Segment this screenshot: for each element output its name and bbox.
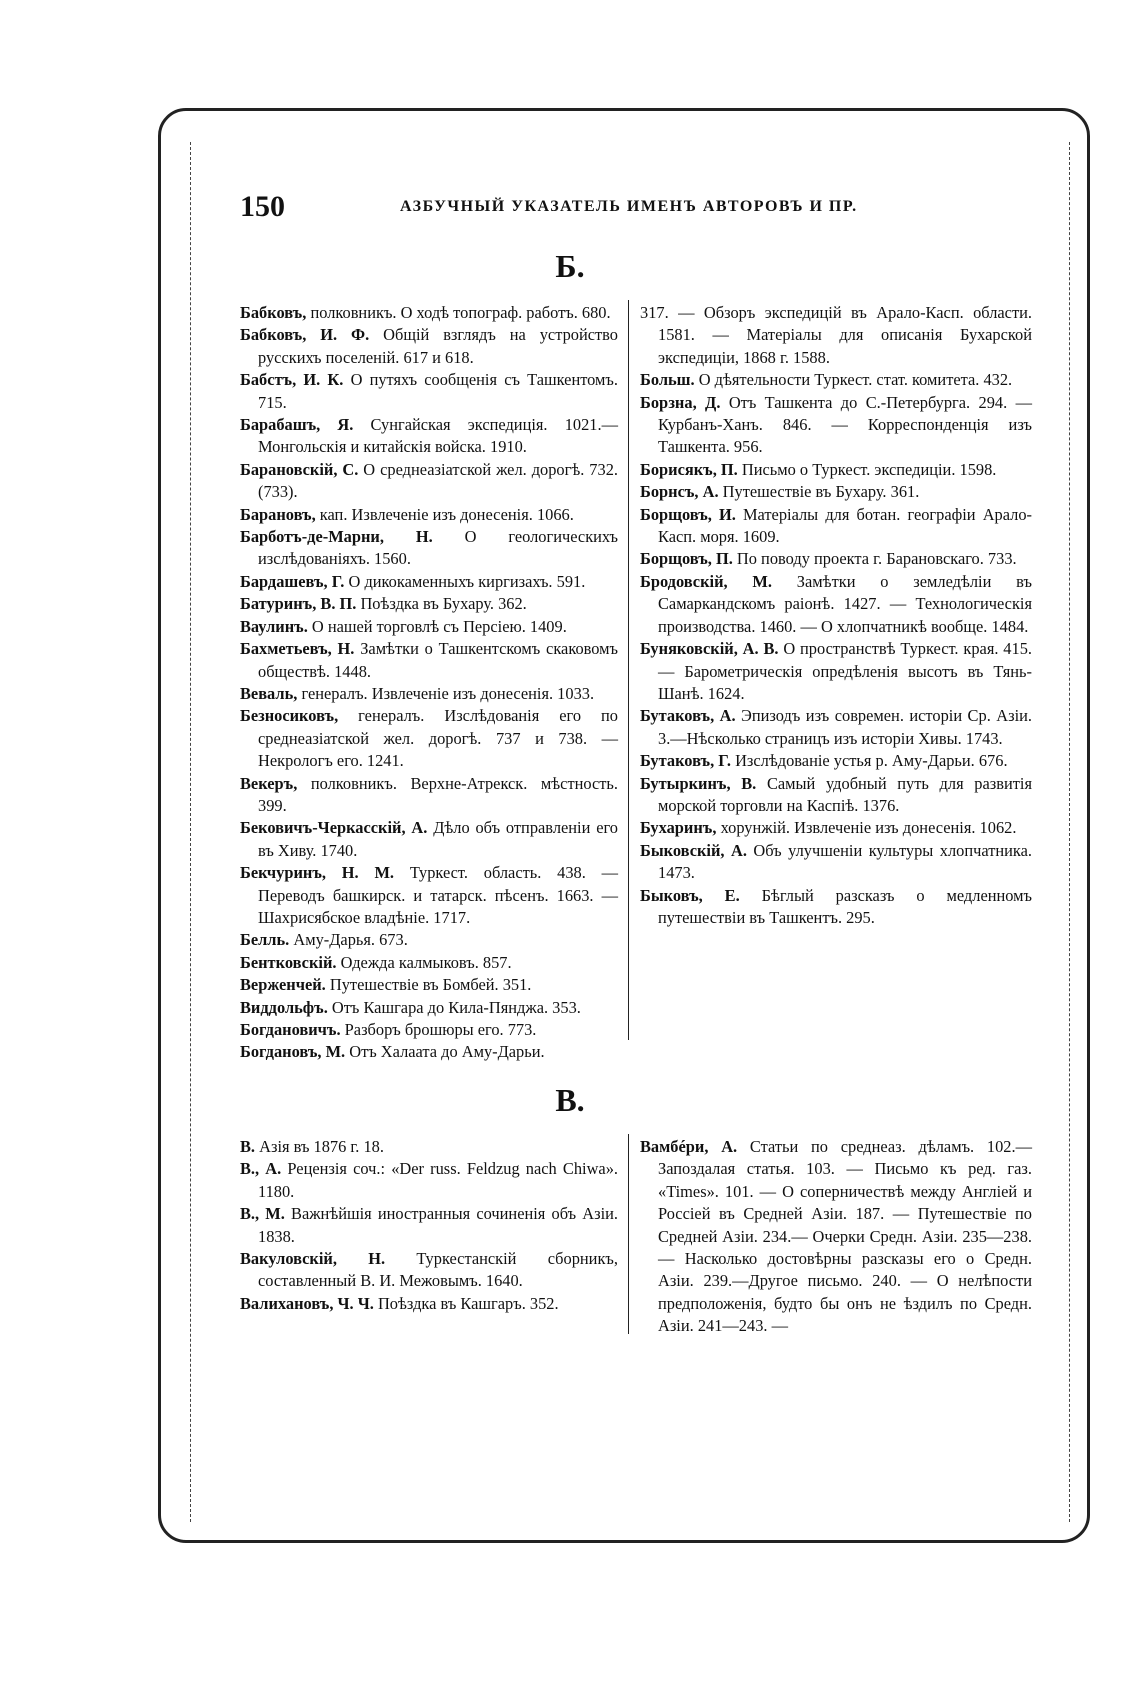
author-name: Виддольфъ. [240,997,328,1017]
entry-text: Матеріалы для ботан. географіи Арало-Касп. моря. 1609. [658,504,1032,547]
entry-text: генералъ. Изслѣдованія его по среднеазіатской жел. дорогѣ. 737 и 738. — Некрологъ его. 1241. [258,706,618,771]
index-entry [640,840,1032,885]
author-name: Богдановичъ. [240,1020,341,1039]
author-name: Безносиковъ, [240,706,339,726]
author-name: Бековичъ-Черкасскій, А. [240,818,428,838]
entry-text: Бѣглый разсказъ о медленномъ путешествіи въ Ташкентъ. 295. [658,885,1032,927]
entry-text: О дикокаменныхъ киргизахъ. 591. [344,571,586,591]
author-name: В., М. [240,1204,285,1224]
author-name: Векеръ, [240,773,298,793]
column-divider-v [628,1134,629,1334]
author-name: Быковъ, Е. [640,885,740,905]
author-name: Барановскій, С. [240,459,359,479]
entry-text: Азія въ 1876 г. 18. [255,1137,384,1156]
index-entry [240,1136,618,1158]
entry-text: Эпизодъ изъ современ. исторіи Ср. Азіи. 3.—Нѣсколько страницъ изъ исторіи Хивы. 1743. [658,706,1032,748]
entry-text: Одежда калмыковъ. 857. [336,952,512,972]
author-name: Бухаринъ, [640,818,717,838]
entry-text: Путешествіе въ Бухару. 361. [718,482,920,502]
running-title: АЗБУЧНЫЙ УКАЗАТЕЛЬ ИМЕНЪ АВТОРОВЪ И ПР. [400,198,858,215]
author-name: Борзна, Д. [640,392,721,412]
author-name: Валихановъ, Ч. Ч. [240,1293,374,1313]
index-entry [640,481,1032,503]
author-name: Борщовъ, П. [640,549,733,569]
index-entry [240,952,618,974]
author-name: Вамбéри, А. [640,1137,738,1156]
entry-text: кап. Извлеченіе изъ донесенія. 1066. [315,504,574,524]
index-entry [240,1248,618,1293]
author-name: Богдановъ, М. [240,1042,346,1062]
entry-text: Поѣздка въ Бухару. 362. [356,594,527,614]
section-v-right-column [640,1136,1032,1338]
index-entry [640,504,1032,549]
author-name: Борщовъ, И. [640,504,736,524]
author-name: Барановъ, [240,504,316,524]
author-name: Бутаковъ, Г. [640,751,731,771]
index-entry [640,548,1032,570]
entry-text: О пространствѣ Туркест. края. 415. — Барометрическія опредѣленія высотъ въ Тянь-Шанѣ. 1624. [658,639,1032,703]
entry-text: О нашей торговлѣ съ Персіею. 1409. [307,616,567,636]
index-entry [240,616,618,638]
index-entry [240,683,618,705]
author-name: Бродовскій, М. [640,571,772,591]
index-entry [640,705,1032,750]
index-entry [240,1158,618,1203]
entry-text: Туркестанскій сборникъ, составленный В. И. Межовымъ. 1640. [258,1249,618,1291]
entry-text: Замѣтки о Ташкентскомъ скаковомъ обществѣ. 1448. [258,639,618,681]
index-entry [240,302,618,324]
author-name: Барботъ-де-Марни, Н. [240,527,433,547]
entry-text: хорунжій. Извлеченіе изъ донесенія. 1062. [716,818,1017,838]
index-entry [240,638,618,683]
entry-text: Замѣтки о земледѣліи въ Самаркандскомъ раіонѣ. 1427. — Технологическія производства. 1460. — О хлопчатникѣ вообще. 1484. [658,571,1032,636]
index-entry [640,885,1032,930]
index-entry [640,392,1032,459]
section-b-left-column [240,302,618,1064]
entry-text: Общій взглядъ на устройство русскихъ поселеній. 617 и 618. [258,325,618,367]
index-entry [640,459,1032,481]
entry-text: Дѣло объ отправленіи его въ Хиву. 1740. [258,818,618,860]
index-entry [640,638,1032,705]
author-name: Бардашевъ, Г. [240,571,345,591]
index-entry [640,773,1032,818]
entry-text: полковникъ. О ходѣ топограф. работъ. 680. [306,303,611,322]
index-entry [640,302,1032,369]
author-name: Буняковскій, А. В. [640,639,779,659]
author-name: Барабашъ, Я. [240,415,354,435]
author-name: В. [240,1137,256,1156]
entry-text: Письмо о Туркест. экспедиціи. 1598. [737,459,997,479]
index-entry [240,1293,618,1315]
index-entry [640,571,1032,638]
author-name: В., А. [240,1159,282,1179]
section-v-heading: В. [555,1082,585,1118]
entry-text: Отъ Ташкента до С.-Петербурга. 294. — Курбанъ-Ханъ. 846. — Корреспонденція изъ Ташкента. 956. [658,392,1032,457]
entry-text: Разборъ брошюры его. 773. [340,1020,537,1039]
entry-text: О путяхъ сообщенія съ Ташкентомъ. 715. [258,370,618,412]
author-name: Ваулинъ. [240,616,308,636]
author-name: Быковскій, А. [640,840,747,860]
index-entry [240,324,618,369]
index-entry [240,1019,618,1041]
entry-text: Путешествіе въ Бомбей. 351. [325,975,532,995]
author-name: Бахметьевъ, Н. [240,639,355,659]
entry-text: О среднеазіатской жел. дорогѣ. 732. (733). [258,459,618,502]
author-name: Больш. [640,370,695,390]
entry-text: Рецензія соч.: «Der russ. Feldzug nach Chiwa». 1180. [258,1159,618,1201]
author-name: Белль. [240,930,290,950]
entry-text: Туркест. область. 438. — Переводъ башкирск. и татарск. пѣсенъ. 1663. — Шахрисябское владѣніе. 1717. [258,863,619,927]
author-name: Борисякъ, П. [640,459,738,479]
index-entry [240,705,618,772]
index-entry [640,1136,1032,1338]
author-name: Бабковъ, [240,303,307,322]
entry-text: Изслѣдованіе устья р. Аму-Дарьи. 676. [730,751,1008,771]
entry-text: генералъ. Извлеченіе изъ донесенія. 1033. [297,683,595,703]
index-entry [240,593,618,615]
entry-text: Сунгайская экспедиція. 1021.— Монгольскія и китайскія войска. 1910. [258,415,618,457]
entry-text: Важнѣйшія иностранныя сочиненія объ Азіи. 1838. [258,1204,618,1246]
entry-text: Статьи по среднеаз. дѣламъ. 102.— Запоздалая статья. 103. — Письмо къ ред. газ. «Times». 101. — О соперничествѣ между Англіей и Россіей въ Средней Азіи. 187. — Путешествіе по Средней Азіи. 234.— Очерки Средн. Азіи. 235—238. — Насколько достовѣрны разсказы его о Средн. Азіи. 239.—Другое письмо. 240. — О нелѣпости предположенія, будто бы онъ не ѣздилъ по Средн. Азіи. 241—243. — [658,1137,1032,1336]
entry-text: О геологическихъ изслѣдованіяхъ. 1560. [258,527,618,569]
entry-text: О дѣятельности Туркест. стат. комитета. 432. [694,370,1013,390]
section-b-right-column [640,302,1032,929]
index-entry [240,1203,618,1248]
index-entry [240,526,618,571]
page-number: 150 [240,190,285,223]
entry-text: Объ улучшеніи культуры хлопчатника. 1473. [658,840,1032,883]
author-name: Бутаковъ, А. [640,706,736,726]
entry-text: Самый удобный путь для развитія морской торговли на Каспіѣ. 1376. [658,773,1032,815]
section-v-left-column [240,1136,618,1315]
author-name: Батуринъ, В. П. [240,594,357,614]
entry-text: По поводу проекта г. Барановскаго. 733. [732,549,1017,569]
author-name: Верженчей. [240,975,326,995]
index-entry [640,750,1032,772]
column-divider-b [628,300,629,1040]
entry-text: Аму-Дарья. 673. [289,930,408,950]
page-header [240,190,1035,226]
index-entry [240,459,618,504]
index-entry [240,817,618,862]
author-name: Бабстъ, И. К. [240,370,344,390]
index-entry [240,862,618,929]
entry-text: Отъ Кашгара до Кила-Пянджа. 353. [327,997,581,1017]
author-name: Веваль, [240,683,298,703]
entry-text: полковникъ. Верхне-Атрекск. мѣстность. 399. [258,773,618,815]
entry-text: 317. — Обзоръ экспедицій въ Арало-Касп. области. 1581. — Матеріалы для описанія Бухарской экспедиціи, 1868 г. 1588. [640,303,1032,367]
author-name: Бабковъ, И. Ф. [240,325,370,345]
section-b-heading: Б. [555,248,585,284]
index-entry [240,773,618,818]
entry-text: Отъ Халаата до Аму-Дарьи. [345,1042,545,1062]
index-entry [240,414,618,459]
author-name: Вакуловскій, Н. [240,1249,386,1269]
index-entry [640,369,1032,391]
index-entry [640,817,1032,839]
index-entry [240,571,618,593]
entry-text: Поѣздка въ Кашгаръ. 352. [373,1293,559,1313]
author-name: Борнсъ, А. [640,482,719,502]
index-entry [240,369,618,414]
index-entry [240,997,618,1019]
author-name: Бекчуринъ, Н. М. [240,863,395,883]
index-entry [240,929,618,951]
index-entry [240,1041,618,1063]
index-entry [240,974,618,996]
index-entry [240,504,618,526]
author-name: Бутыркинъ, В. [640,773,757,793]
author-name: Бентковскій. [240,952,337,972]
